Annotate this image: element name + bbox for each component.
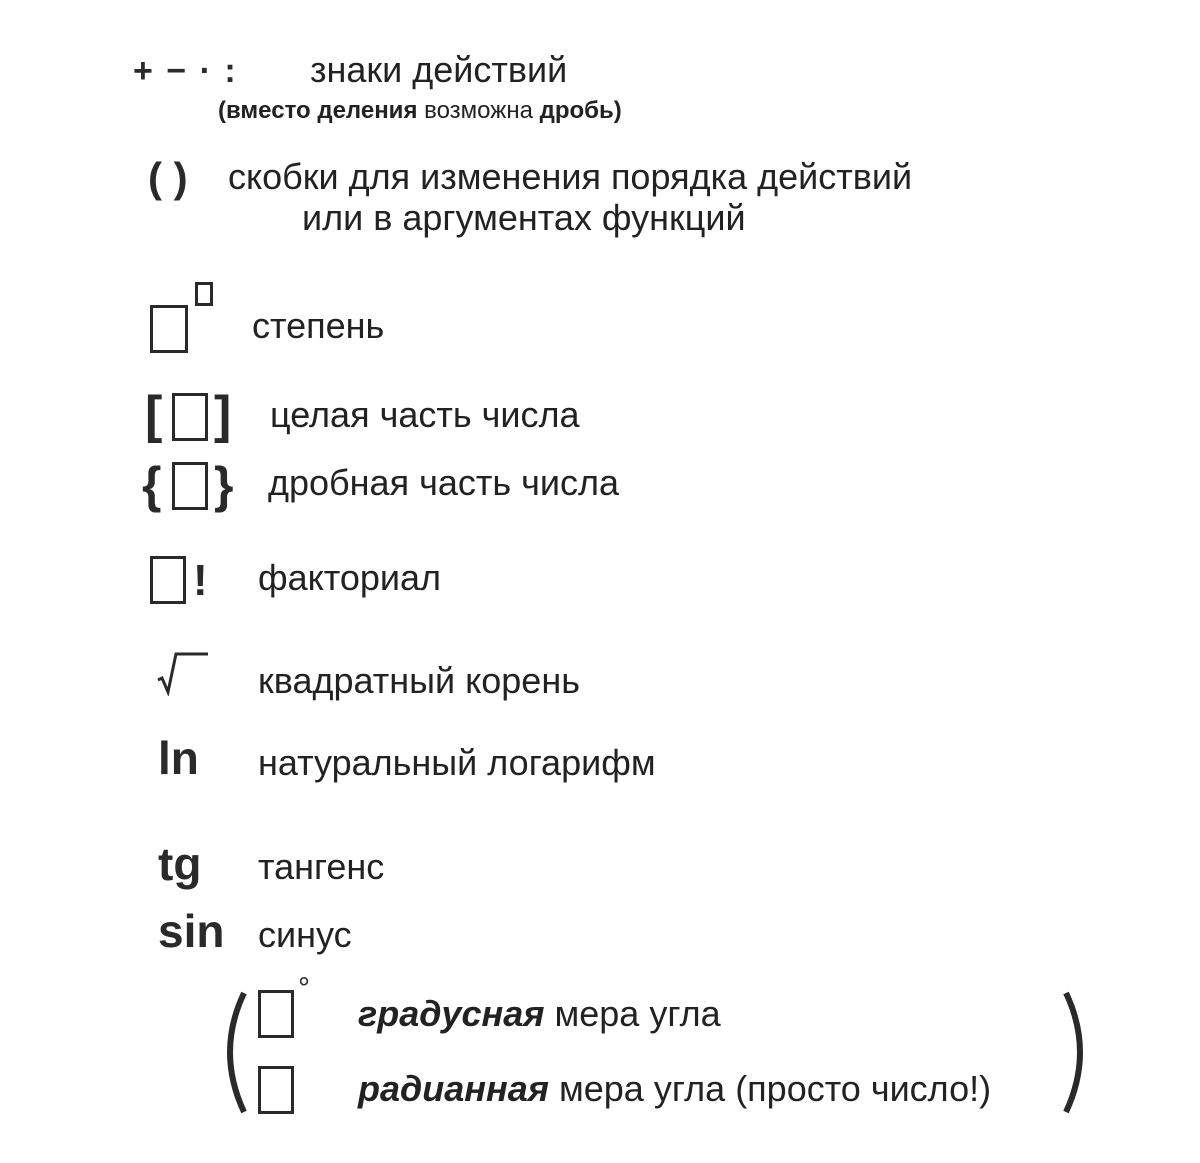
right-large-paren-icon <box>1058 990 1098 1115</box>
sqrt-label: квадратный корень <box>258 660 580 701</box>
left-square-bracket: [ <box>145 386 163 444</box>
factorial-label: факториал <box>258 557 442 598</box>
degree-box <box>258 990 294 1038</box>
power-base-box <box>150 305 188 353</box>
tg-label: тангенс <box>258 846 385 887</box>
factorial-box <box>150 556 186 604</box>
degree-rest: мера угла <box>544 993 721 1034</box>
right-square-bracket: ] <box>214 386 232 444</box>
factorial-mark: ! <box>193 556 208 605</box>
fractional-part-box <box>172 462 208 510</box>
integer-part-box <box>172 393 208 441</box>
left-large-paren-icon <box>212 990 252 1115</box>
ln-label: натуральный логарифм <box>258 742 656 783</box>
degree-bold: градусная <box>358 993 545 1034</box>
operation-signs: + − · : <box>133 52 238 90</box>
power-label: степень <box>252 305 385 346</box>
tg-symbol: tg <box>158 838 202 890</box>
operations-label: знаки действий <box>310 49 568 90</box>
radian-bold: радианная <box>358 1068 549 1109</box>
right-curly-brace: } <box>214 457 234 513</box>
sin-symbol: sin <box>158 905 225 957</box>
operations-note <box>218 97 622 125</box>
left-curly-brace: { <box>142 457 162 513</box>
radian-label <box>358 1069 991 1109</box>
radian-box <box>258 1066 294 1114</box>
note-bold-division: деления <box>317 97 418 124</box>
degree-mark: ° <box>298 972 310 1005</box>
ln-symbol: ln <box>158 732 199 784</box>
sin-label: синус <box>258 914 352 955</box>
note-bold-fraction: дробь <box>539 97 614 124</box>
note-open: (вместо <box>218 97 318 124</box>
brackets-line2: или в аргументах функций <box>302 197 746 238</box>
power-exponent-box <box>195 282 213 306</box>
square-root-icon <box>156 650 212 696</box>
degree-label <box>358 994 721 1034</box>
note-close: ) <box>613 97 622 124</box>
radian-rest: мера угла (просто число!) <box>549 1068 992 1109</box>
fractional-part-label: дробная часть числа <box>268 462 619 503</box>
integer-part-label: целая часть числа <box>270 394 580 435</box>
brackets-line1: скобки для изменения порядка действий <box>228 156 913 197</box>
note-mid: возможна <box>417 97 540 124</box>
parentheses-symbol: ( ) <box>148 154 188 201</box>
